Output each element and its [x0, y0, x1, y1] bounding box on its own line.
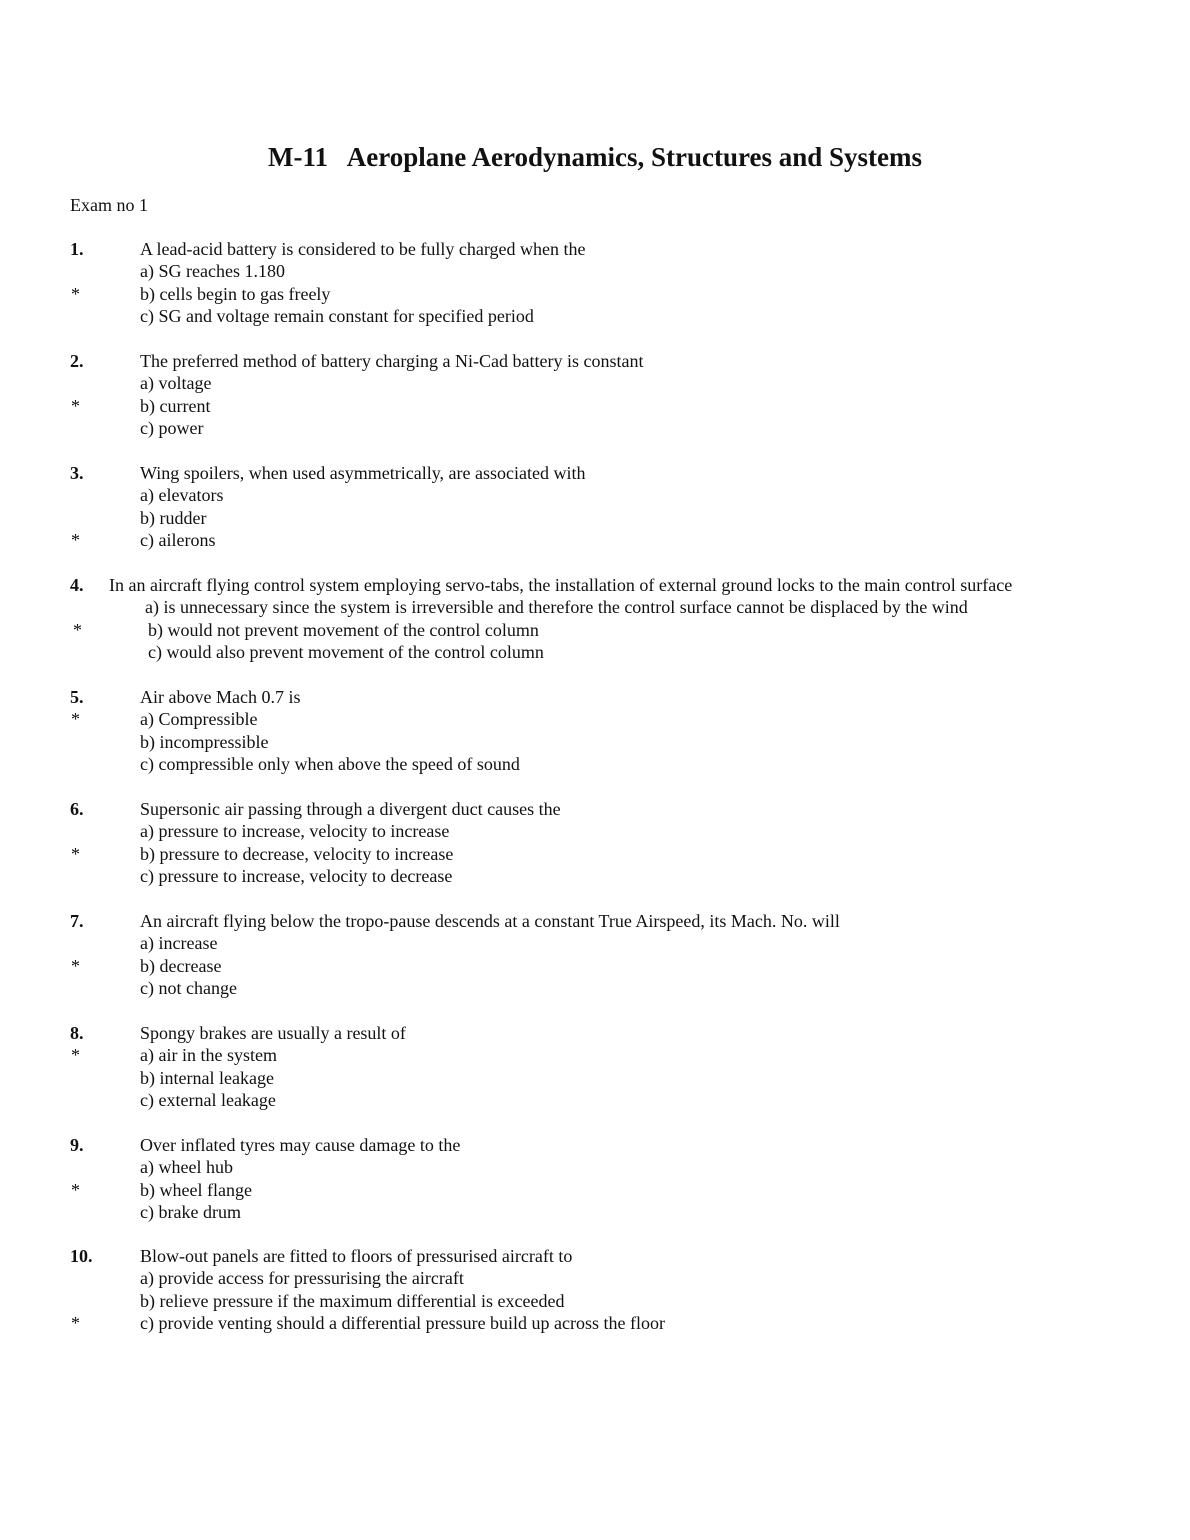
answer-option-text: b) incompressible	[140, 731, 269, 752]
question-stem-line	[0, 574, 1190, 596]
answer-option	[0, 1312, 1190, 1334]
question-stem: The preferred method of battery charging a Ni-Cad battery is constant	[140, 351, 644, 371]
answer-option-text: a) provide access for pressurising the aircraft	[140, 1268, 464, 1289]
answer-option-text: b) cells begin to gas freely	[140, 283, 331, 304]
answer-option-text: c) external leakage	[140, 1090, 276, 1111]
answer-option-text: b) current	[140, 395, 211, 416]
question-stem-line	[0, 1245, 1190, 1267]
question-number: 4.	[70, 575, 84, 595]
answer-option-text: c) brake drum	[140, 1202, 241, 1223]
answer-option-text: a) wheel hub	[140, 1157, 233, 1178]
answer-option-text: b) internal leakage	[140, 1067, 274, 1088]
question-stem: Air above Mach 0.7 is	[140, 687, 301, 707]
question-4	[0, 574, 1190, 664]
answer-option-text: a) elevators	[140, 485, 224, 506]
answer-option	[0, 641, 1190, 663]
answer-option-text: b) would not prevent movement of the control column	[148, 619, 539, 640]
question-9	[0, 1134, 1190, 1224]
question-stem: Blow-out panels are fitted to floors of pressurised aircraft to	[140, 1246, 573, 1266]
question-5	[0, 686, 1190, 776]
document-title: M-11 Aeroplane Aerodynamics, Structures and Systems	[267, 142, 922, 172]
question-2	[0, 350, 1190, 440]
answer-option	[0, 1044, 1190, 1066]
question-number: 7.	[70, 911, 84, 931]
answer-option	[0, 1067, 1190, 1089]
question-number: 2.	[70, 351, 84, 371]
question-stem-line	[0, 238, 1190, 260]
correct-answer-marker: *	[71, 843, 80, 864]
question-10	[0, 1245, 1190, 1335]
question-stem: A lead-acid battery is considered to be fully charged when the	[140, 239, 586, 259]
answer-option	[0, 1267, 1190, 1289]
question-stem-line	[0, 686, 1190, 708]
answer-option-text: c) ailerons	[140, 530, 216, 551]
answer-option	[0, 260, 1190, 282]
answer-option	[0, 596, 1190, 618]
question-number: 6.	[70, 799, 84, 819]
answer-option	[0, 507, 1190, 529]
answer-option-text: a) voltage	[140, 373, 212, 394]
question-number: 5.	[70, 687, 84, 707]
answer-option	[0, 372, 1190, 394]
answer-option-text: b) relieve pressure if the maximum differential is exceeded	[140, 1290, 565, 1311]
answer-option-text: b) decrease	[140, 955, 222, 976]
answer-option	[0, 731, 1190, 753]
answer-option-text: b) pressure to decrease, velocity to increase	[140, 843, 454, 864]
answer-option-text: c) compressible only when above the speed of sound	[140, 754, 520, 775]
answer-option	[0, 1290, 1190, 1312]
correct-answer-marker: *	[71, 955, 80, 976]
question-stem-line	[0, 910, 1190, 932]
answer-option	[0, 417, 1190, 439]
question-7	[0, 910, 1190, 1000]
correct-answer-marker: *	[71, 1045, 80, 1066]
answer-option-text: a) SG reaches 1.180	[140, 261, 285, 282]
question-1	[0, 238, 1190, 328]
answer-option-text: c) pressure to increase, velocity to decrease	[140, 866, 453, 887]
answer-option	[0, 708, 1190, 730]
correct-answer-marker: *	[71, 709, 80, 730]
answer-option-text: a) is unnecessary since the system is irreversible and therefore the control surface cannot be displaced by the wind	[145, 597, 968, 618]
correct-answer-marker: *	[71, 283, 80, 304]
answer-option-text: c) not change	[140, 978, 237, 999]
answer-option	[0, 932, 1190, 954]
question-stem-line	[0, 798, 1190, 820]
correct-answer-marker: *	[71, 1313, 80, 1334]
answer-option-text: a) air in the system	[140, 1045, 277, 1066]
question-6	[0, 798, 1190, 888]
question-stem: Supersonic air passing through a divergent duct causes the	[140, 799, 561, 819]
answer-option-text: b) wheel flange	[140, 1179, 252, 1200]
answer-option	[0, 1179, 1190, 1201]
question-3	[0, 462, 1190, 552]
answer-option	[0, 865, 1190, 887]
correct-answer-marker: *	[73, 619, 82, 640]
answer-option-text: c) provide venting should a differential pressure build up across the floor	[140, 1313, 666, 1334]
question-stem: Over inflated tyres may cause damage to the	[140, 1135, 461, 1155]
question-stem-line	[0, 462, 1190, 484]
answer-option-text: a) Compressible	[140, 709, 258, 730]
answer-option	[0, 843, 1190, 865]
exam-number-label: Exam no 1	[70, 195, 148, 215]
answer-option	[0, 283, 1190, 305]
question-stem-line	[0, 1022, 1190, 1044]
question-number: 1.	[70, 239, 84, 259]
answer-option-text: c) would also prevent movement of the control column	[148, 642, 544, 663]
answer-option	[0, 484, 1190, 506]
answer-option-text: b) rudder	[140, 507, 207, 528]
question-stem: Spongy brakes are usually a result of	[140, 1023, 406, 1043]
answer-option	[0, 1156, 1190, 1178]
answer-option	[0, 1089, 1190, 1111]
answer-option-text: c) power	[140, 418, 204, 439]
answer-option	[0, 820, 1190, 842]
answer-option	[0, 753, 1190, 775]
question-stem: In an aircraft flying control system employing servo-tabs, the installation of external ground locks to the main control surface	[109, 575, 1013, 595]
question-stem: Wing spoilers, when used asymmetrically, are associated with	[140, 463, 586, 483]
question-stem-line	[0, 350, 1190, 372]
answer-option	[0, 1201, 1190, 1223]
answer-option	[0, 977, 1190, 999]
question-stem: An aircraft flying below the tropo-pause descends at a constant True Airspeed, its Mach. No. will	[140, 911, 840, 931]
question-number: 8.	[70, 1023, 84, 1043]
answer-option	[0, 305, 1190, 327]
question-stem-line	[0, 1134, 1190, 1156]
question-number: 9.	[70, 1135, 84, 1155]
correct-answer-marker: *	[71, 1179, 80, 1200]
correct-answer-marker: *	[71, 530, 80, 551]
answer-option-text: c) SG and voltage remain constant for specified period	[140, 306, 534, 327]
question-number: 3.	[70, 463, 84, 483]
answer-option	[0, 529, 1190, 551]
answer-option-text: a) pressure to increase, velocity to increase	[140, 821, 450, 842]
answer-option	[0, 619, 1190, 641]
answer-option	[0, 955, 1190, 977]
correct-answer-marker: *	[71, 395, 80, 416]
question-8	[0, 1022, 1190, 1112]
question-number: 10.	[70, 1246, 93, 1266]
answer-option	[0, 395, 1190, 417]
answer-option-text: a) increase	[140, 933, 218, 954]
